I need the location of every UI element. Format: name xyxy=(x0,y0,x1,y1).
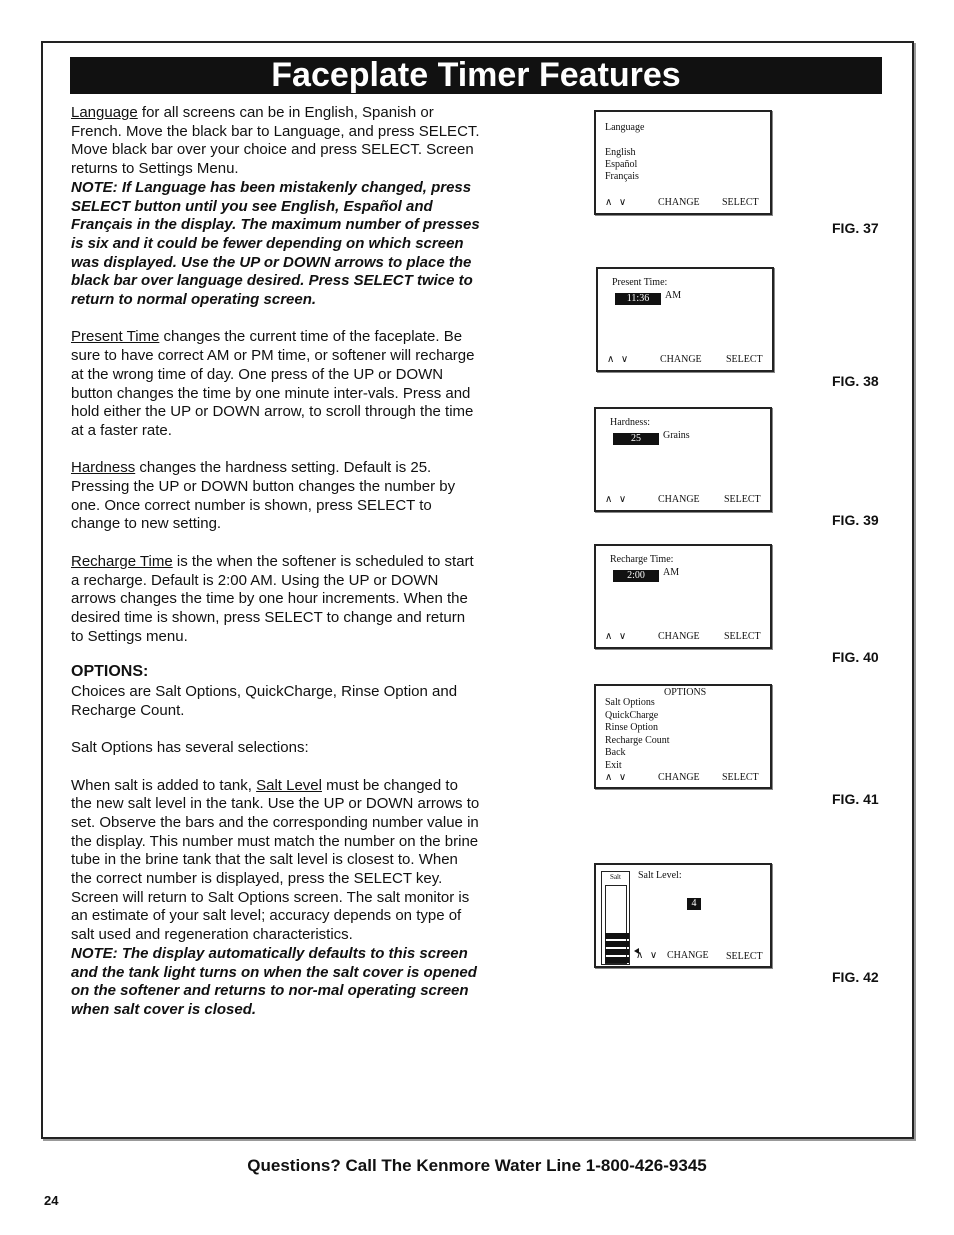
screen-language xyxy=(594,110,772,215)
screen-heading: Hardness: xyxy=(610,417,650,428)
figure-caption: FIG. 41 xyxy=(832,791,879,807)
up-down-arrows-icon: ∧ ∨ xyxy=(636,950,660,961)
select-label: SELECT xyxy=(724,494,761,505)
footer-helpline: Questions? Call The Kenmore Water Line 1-800-426-9345 xyxy=(247,1156,707,1175)
hardness-term: Hardness xyxy=(71,459,136,477)
menu-item: QuickCharge xyxy=(605,709,659,721)
up-down-arrows-icon: ∧ ∨ xyxy=(605,494,629,505)
figure-caption: FIG. 38 xyxy=(832,373,879,389)
salt-level-term: Salt Level xyxy=(256,776,322,794)
gauge-label: Salt xyxy=(610,873,621,881)
menu-item: Français xyxy=(605,171,639,182)
figure-caption: FIG. 37 xyxy=(832,220,879,236)
salt-level-paragraph xyxy=(71,777,481,1020)
screen-heading: Salt Level: xyxy=(638,870,682,881)
screen-heading: OPTIONS xyxy=(664,687,707,698)
screen-salt-level xyxy=(594,863,772,968)
hardness-value: 25 xyxy=(613,433,659,445)
page-number: 24 xyxy=(44,1193,59,1208)
screen-hardness xyxy=(594,407,772,512)
menu-item: Exit xyxy=(605,759,622,771)
language-paragraph xyxy=(71,104,481,310)
gauge-column xyxy=(605,885,627,964)
screen-recharge-time xyxy=(594,544,772,649)
select-label: SELECT xyxy=(722,197,759,208)
salt-level-body: must be changed to the new salt level in the tank. Use the UP or DOWN arrows to set. Observe the bars and the corresponding number value in the display. This number must match the number on the brine tube in the brine tank that the salt level is closest to. When the correct number is displayed, press the SELECT key. Screen will return to Salt Options screen. The salt monitor is an estimate of your salt level; accuracy depends on type of salt used and regeneration characteristics. xyxy=(71,776,480,944)
menu-item: Recharge Count xyxy=(605,734,670,746)
salt-level-note: NOTE: The display automatically defaults to this screen and the tank light turns on when the salt cover is opened on the softener and returns to nor-mal operating screen when salt cover is closed. xyxy=(71,944,477,1018)
hardness-body: changes the hardness setting. Default is 25. Pressing the UP or DOWN button changes the number by one. Once correct number is shown, press SELECT to change to new setting. xyxy=(71,459,456,533)
language-body: for all screens can be in English, Spanish or French. Move the black bar to Language, and press SELECT. Move black bar over your choice and press SELECT. Screen returns to Settings Menu. xyxy=(71,104,480,178)
options-heading: OPTIONS: xyxy=(71,663,149,681)
select-label: SELECT xyxy=(724,631,761,642)
salt-intro-paragraph: Salt Options has several selections: xyxy=(71,739,309,757)
grains-label: Grains xyxy=(663,430,690,441)
screen-heading: Present Time: xyxy=(612,277,668,288)
recharge-time-paragraph xyxy=(71,553,481,647)
change-label: CHANGE xyxy=(658,631,700,642)
menu-item: Salt Options xyxy=(605,697,655,708)
present-time-term: Present Time xyxy=(71,328,160,346)
time-value: 11:36 xyxy=(615,293,661,305)
page-title: Faceplate Timer Features xyxy=(70,57,882,94)
up-down-arrows-icon: ∧ ∨ xyxy=(605,197,629,208)
gauge-bar xyxy=(605,949,629,955)
recharge-time-value: 2:00 xyxy=(613,570,659,582)
change-label: CHANGE xyxy=(658,494,700,505)
options-paragraph xyxy=(71,663,481,720)
menu-item: English xyxy=(605,147,636,158)
select-label: SELECT xyxy=(726,951,763,962)
select-label: SELECT xyxy=(722,772,759,783)
screen-heading: Recharge Time: xyxy=(610,554,674,565)
figure-caption: FIG. 42 xyxy=(832,969,879,985)
gauge-bar xyxy=(605,933,629,939)
change-label: CHANGE xyxy=(658,197,700,208)
options-body: Choices are Salt Options, QuickCharge, Rinse Option and Recharge Count. xyxy=(71,683,458,719)
menu-item: Rinse Option xyxy=(605,722,659,733)
up-down-arrows-icon: ∧ ∨ xyxy=(605,631,629,642)
hardness-paragraph xyxy=(71,459,481,534)
am-pm-label: AM xyxy=(663,567,680,578)
change-label: CHANGE xyxy=(667,950,709,961)
body-text xyxy=(71,104,481,1038)
screen-heading: Language xyxy=(605,122,645,133)
recharge-time-body: is the when the softener is scheduled to start a recharge. Default is 2:00 AM. Using the UP or DOWN arrows changes the time by one hour increments. When the desired time is shown, press SELECT to change and return to Settings menu. xyxy=(71,552,474,645)
salt-level-pre: When salt is added to tank, xyxy=(71,776,257,794)
figure-caption: FIG. 40 xyxy=(832,649,879,665)
menu-item: Español xyxy=(605,159,638,170)
language-term: Language xyxy=(71,104,138,121)
screen-present-time xyxy=(596,267,774,372)
salt-level-value: 4 xyxy=(687,898,701,910)
gauge-bar xyxy=(605,941,629,947)
menu-item: Back xyxy=(605,747,626,758)
salt-level-gauge xyxy=(601,871,630,965)
language-note: NOTE: If Language has been mistakenly changed, press SELECT button until you see English, Español and Français in the display. The maximum number of presses is six and it could be fewer depending on which screen was displayed. Use the UP or DOWN arrows to place the black bar over language desired. Press SELECT twice to return to normal operating screen. xyxy=(71,178,480,309)
figure-caption: FIG. 39 xyxy=(832,512,879,528)
gauge-bar xyxy=(605,957,629,963)
am-pm-label: AM xyxy=(665,290,682,301)
up-down-arrows-icon: ∧ ∨ xyxy=(607,354,631,365)
present-time-paragraph xyxy=(71,328,481,440)
up-down-arrows-icon: ∧ ∨ xyxy=(605,772,629,783)
present-time-body: changes the current time of the faceplate. Be sure to have correct AM or PM time, or softener will recharge at the wrong time of day. One press of the UP or DOWN button changes the time by one minute inter-vals. Press and hold either the UP or DOWN arrow, to scroll through the time at a faster rate. xyxy=(71,328,475,439)
screen-options xyxy=(594,684,772,789)
recharge-time-term: Recharge Time xyxy=(71,552,173,570)
select-label: SELECT xyxy=(726,354,763,365)
change-label: CHANGE xyxy=(660,354,702,365)
change-label: CHANGE xyxy=(658,772,700,783)
